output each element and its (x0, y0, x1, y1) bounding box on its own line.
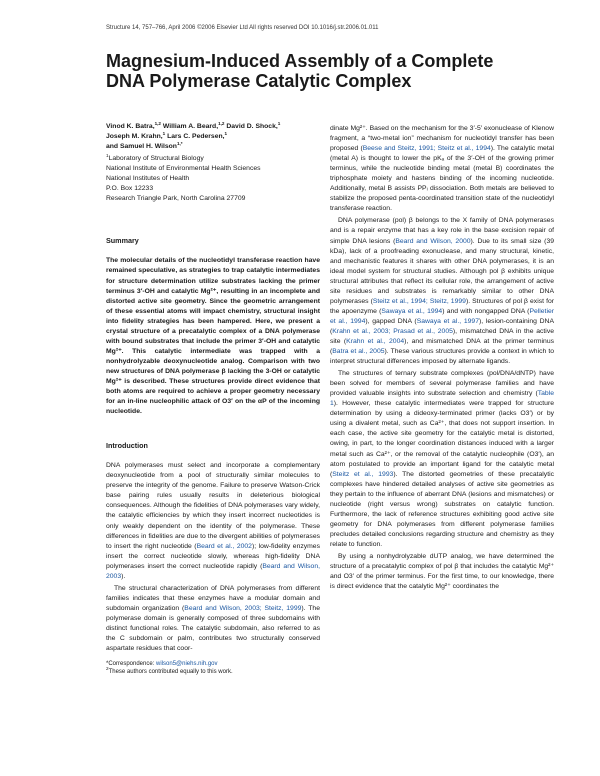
author-list (106, 122, 320, 152)
right-column (330, 124, 554, 594)
citation-link[interactable]: Beard and Wilson, 2000 (395, 237, 471, 245)
citation-link[interactable]: Sawaya et al., 1997 (416, 317, 479, 325)
citation-link[interactable]: Steitz et al., 1993 (332, 470, 394, 478)
citation-link[interactable]: Beard and Wilson, 2003 (106, 562, 320, 580)
citation-link[interactable]: Krahn et al., 2004 (346, 337, 405, 345)
citation-link[interactable]: Batra et al., 2005 (332, 348, 385, 356)
footnotes (106, 660, 320, 676)
author-sup: 1 (162, 131, 166, 137)
author-sup: 1,* (176, 141, 183, 147)
intro-paragraph-2: The structural characterization of DNA polymerases from different families indicates that these enzymes have a modular domain and subdomain organization (Beard and Wilson, 2003; Steitz, 1999). The polymerase domain is generally composed of three subdomains with distinct functional roles. The catalytic subdomain, also referred to as the C subdomain or palm, contributes two structurally conserved aspartate residues that coor- (106, 584, 320, 653)
author-krahn: Joseph M. Krahn, (106, 133, 163, 141)
author-beard: William A. Beard, (160, 123, 219, 130)
affiliation-line: Laboratory of Structural Biology (108, 155, 204, 163)
table-link[interactable]: Table 1 (330, 390, 554, 408)
author-sup: 1 (224, 131, 228, 137)
author-shock: David D. Shock, (224, 123, 278, 130)
body-paragraph-2: DNA polymerase (pol) β belongs to the X family of DNA polymerases and is a repair enzyme that has a key role in the base excision repair of simple DNA lesions (Beard and Wilson, 2000). Due to its small size (39 kDa), lack of a proofreading exonuclease, and many structural, kinetic, and mechanistic features it shares with other DNA polymerases, it is an ideal model system for structural studies. Although pol β exhibits unique structural attributes that reflect its cellular role, the arrangement of active site residues and substrates is remarkably similar to other DNA polymerases (Steitz et al., 1994; Steitz, 1999). Structures of pol β exist for the apoenzyme (Sawaya et al., 1994) and with nongapped DNA (Pelletier et al., 1994), gapped DNA (Sawaya et al., 1997), lesion-containing DNA (Krahn et al., 2003; Prasad et al., 2005), mismatched DNA in the active site (Krahn et al., 2004), and mismatched DNA at the primer terminus (Batra et al., 2005). These various structures provide a context in which to interpret structural differences imposed by alternate ligands. (330, 217, 554, 366)
body-paragraph-1: dinate Mg²⁺. Based on the mechanism for the 3′-5′ exonuclease of Klenow fragment, a “two-metal ion” mechanism for nucleotidyl transfer has been proposed (Beese and Steitz, 1991; Steitz et al., 1994). The catalytic metal (metal A) is thought to lower the pKₐ of the 3′-OH of the growing primer terminus, while the nucleotide binding metal (metal B) coordinates the triphosphate moiety and hastens binding of the incoming nucleotide. Additionally, metal B assists PPᵢ dissociation. Both metals are believed to stabilize the proposed penta-coordinated transition state of the nucleotidyl transferase reaction. (330, 125, 554, 213)
equal-contribution-footnote: $^2$These authors contributed equally to this work. (106, 666, 233, 676)
body-paragraph-4: By using a nonhydrolyzable dUTP analog, we have determined the structure of a precatalytic complex of pol β that includes the catalytic Mg²⁺ and O3′ of the primer terminus. For the first time, to our knowledge, there is direct evidence that the catalytic Mg²⁺ coordinates the (330, 552, 554, 591)
summary-text: The molecular details of the nucleotidyl transferase reaction have remained speculative, as strategies to trap catalytic intermediates for structure determination utilize substrates lacking the primer terminus 3′-OH and catalytic Mg²⁺, resulting in an incomplete and distorted active site geometry. Since the geometric arrangement of these essential atoms will impact chemistry, structural insight into fidelity strategies has been hampered. Here, we present a crystal structure of a precatalytic complex of a DNA polymerase with bound substrates that include the primer 3′-OH and catalytic Mg²⁺. This catalytic intermediate was trapped with a nonhydrolyzable deoxynucleotide analog. Comparison with two new structures of DNA polymerase β lacking the 3-OH or catalytic Mg²⁺ is described. These structures provide direct evidence that both atoms are required to achieve a proper geometry necessary for an in-line nucleophilic attack of O3′ on the αP of the incoming nucleotide. (106, 257, 320, 416)
author-batra: Vinod K. Batra, (106, 123, 155, 130)
left-column (106, 122, 320, 676)
citation-link[interactable]: Beard and Wilson, 2003; Steitz, 1999 (184, 604, 302, 612)
citation-link[interactable]: Sawaya et al., 1994 (381, 307, 443, 315)
citation-link[interactable]: Beard et al., 2002 (196, 542, 252, 550)
correspondence-footnote: *Correspondence: wilson5@niehs.nih.gov (106, 661, 218, 668)
citation-link[interactable]: Pelletier et al., 1994 (330, 307, 554, 325)
article-title: Magnesium-Induced Assembly of a Complete DNA Polymerase Catalytic Complex (106, 51, 494, 91)
affiliation-sup: 1 (106, 153, 109, 159)
author-sup: 1,2 (154, 121, 161, 126)
author-sup: 1 (277, 121, 281, 126)
author-sup: 1,2 (218, 121, 225, 126)
affiliation-line: P.O. Box 12233 (106, 185, 154, 193)
affiliation-line: National Institutes of Health (106, 175, 190, 183)
email-link[interactable]: wilson5@niehs.nih.gov (156, 661, 218, 668)
journal-header: Structure 14, 757–766, April 2006 ©2006 Elsevier Ltd All rights reserved DOI 10.1016/j.str.2006.01.011 (106, 25, 379, 31)
body-paragraph-3: The structures of ternary substrate complexes (pol/DNA/dNTP) have been solved for members of several polymerase families and have provided valuable insights into substrate selection and chemistry (Table 1). However, these catalytic intermediates were trapped for structure determination by using a dideoxy-terminated primer (lacks O3′) or by using a divalent metal, such as Ca²⁺, that does not support insertion. In each case, the active site geometry for the catalytic metal is distorted, owing, in part, to the longer coordination distances induced with a larger metal such as Ca²⁺, or the removal of the catalytic nucleophile (O3′), an atom postulated to provide an important ligand for the catalytic metal (Steitz et al., 1993). The distorted geometries of these precatalytic complexes have hindered detailed analyses of active site geometries as they pertain to the influence of aberrant DNA (lesions and mismatches) or nucleotide (right versus wrong) substrates on catalytic function. Furthermore, the lack of reference structures exhibiting good active site geometry for DNA polymerases from different polymerase families precludes detailed conclusions regarding structure and chemistry as they relate to function. (330, 370, 554, 548)
introduction-heading: Introduction (106, 441, 148, 451)
author-pedersen: Lars C. Pedersen, (165, 133, 225, 141)
citation-link[interactable]: Beese and Steitz, 1991; Steitz et al., 1994 (362, 145, 491, 153)
author-wilson: and Samuel H. Wilson (106, 143, 177, 151)
affiliation-line: National Institute of Environmental Health Sciences (106, 165, 261, 173)
citation-link[interactable]: Steitz et al., 1994; Steitz, 1999 (372, 297, 466, 305)
citation-link[interactable]: Krahn et al., 2003; Prasad et al., 2005 (332, 327, 453, 335)
affiliation-line: Research Triangle Park, North Carolina 27709 (106, 195, 246, 203)
intro-paragraph-1: DNA polymerases must select and incorporate a complementary deoxynucleotide from a pool of structurally similar molecules to preserve the integrity of the genome. Failure to preserve Watson-Crick base pairing rules usually results in deleterious biological consequences. Although the fidelities of DNA polymerases vary widely, the catalytic efficiencies by which they insert incorrect nucleotides is only weakly dependent on the identity of the polymerase. These differences in fidelities are due to the divergent abilities of polymerases to insert the right nucleotide (Beard et al., 2002); low-fidelity enzymes insert the correct nucleotide slowly, whereas high-fidelity DNA polymerases insert the correct nucleotide rapidly (Beard and Wilson, 2003). (106, 462, 320, 580)
affiliation (106, 154, 320, 204)
summary-heading: Summary (106, 236, 139, 246)
